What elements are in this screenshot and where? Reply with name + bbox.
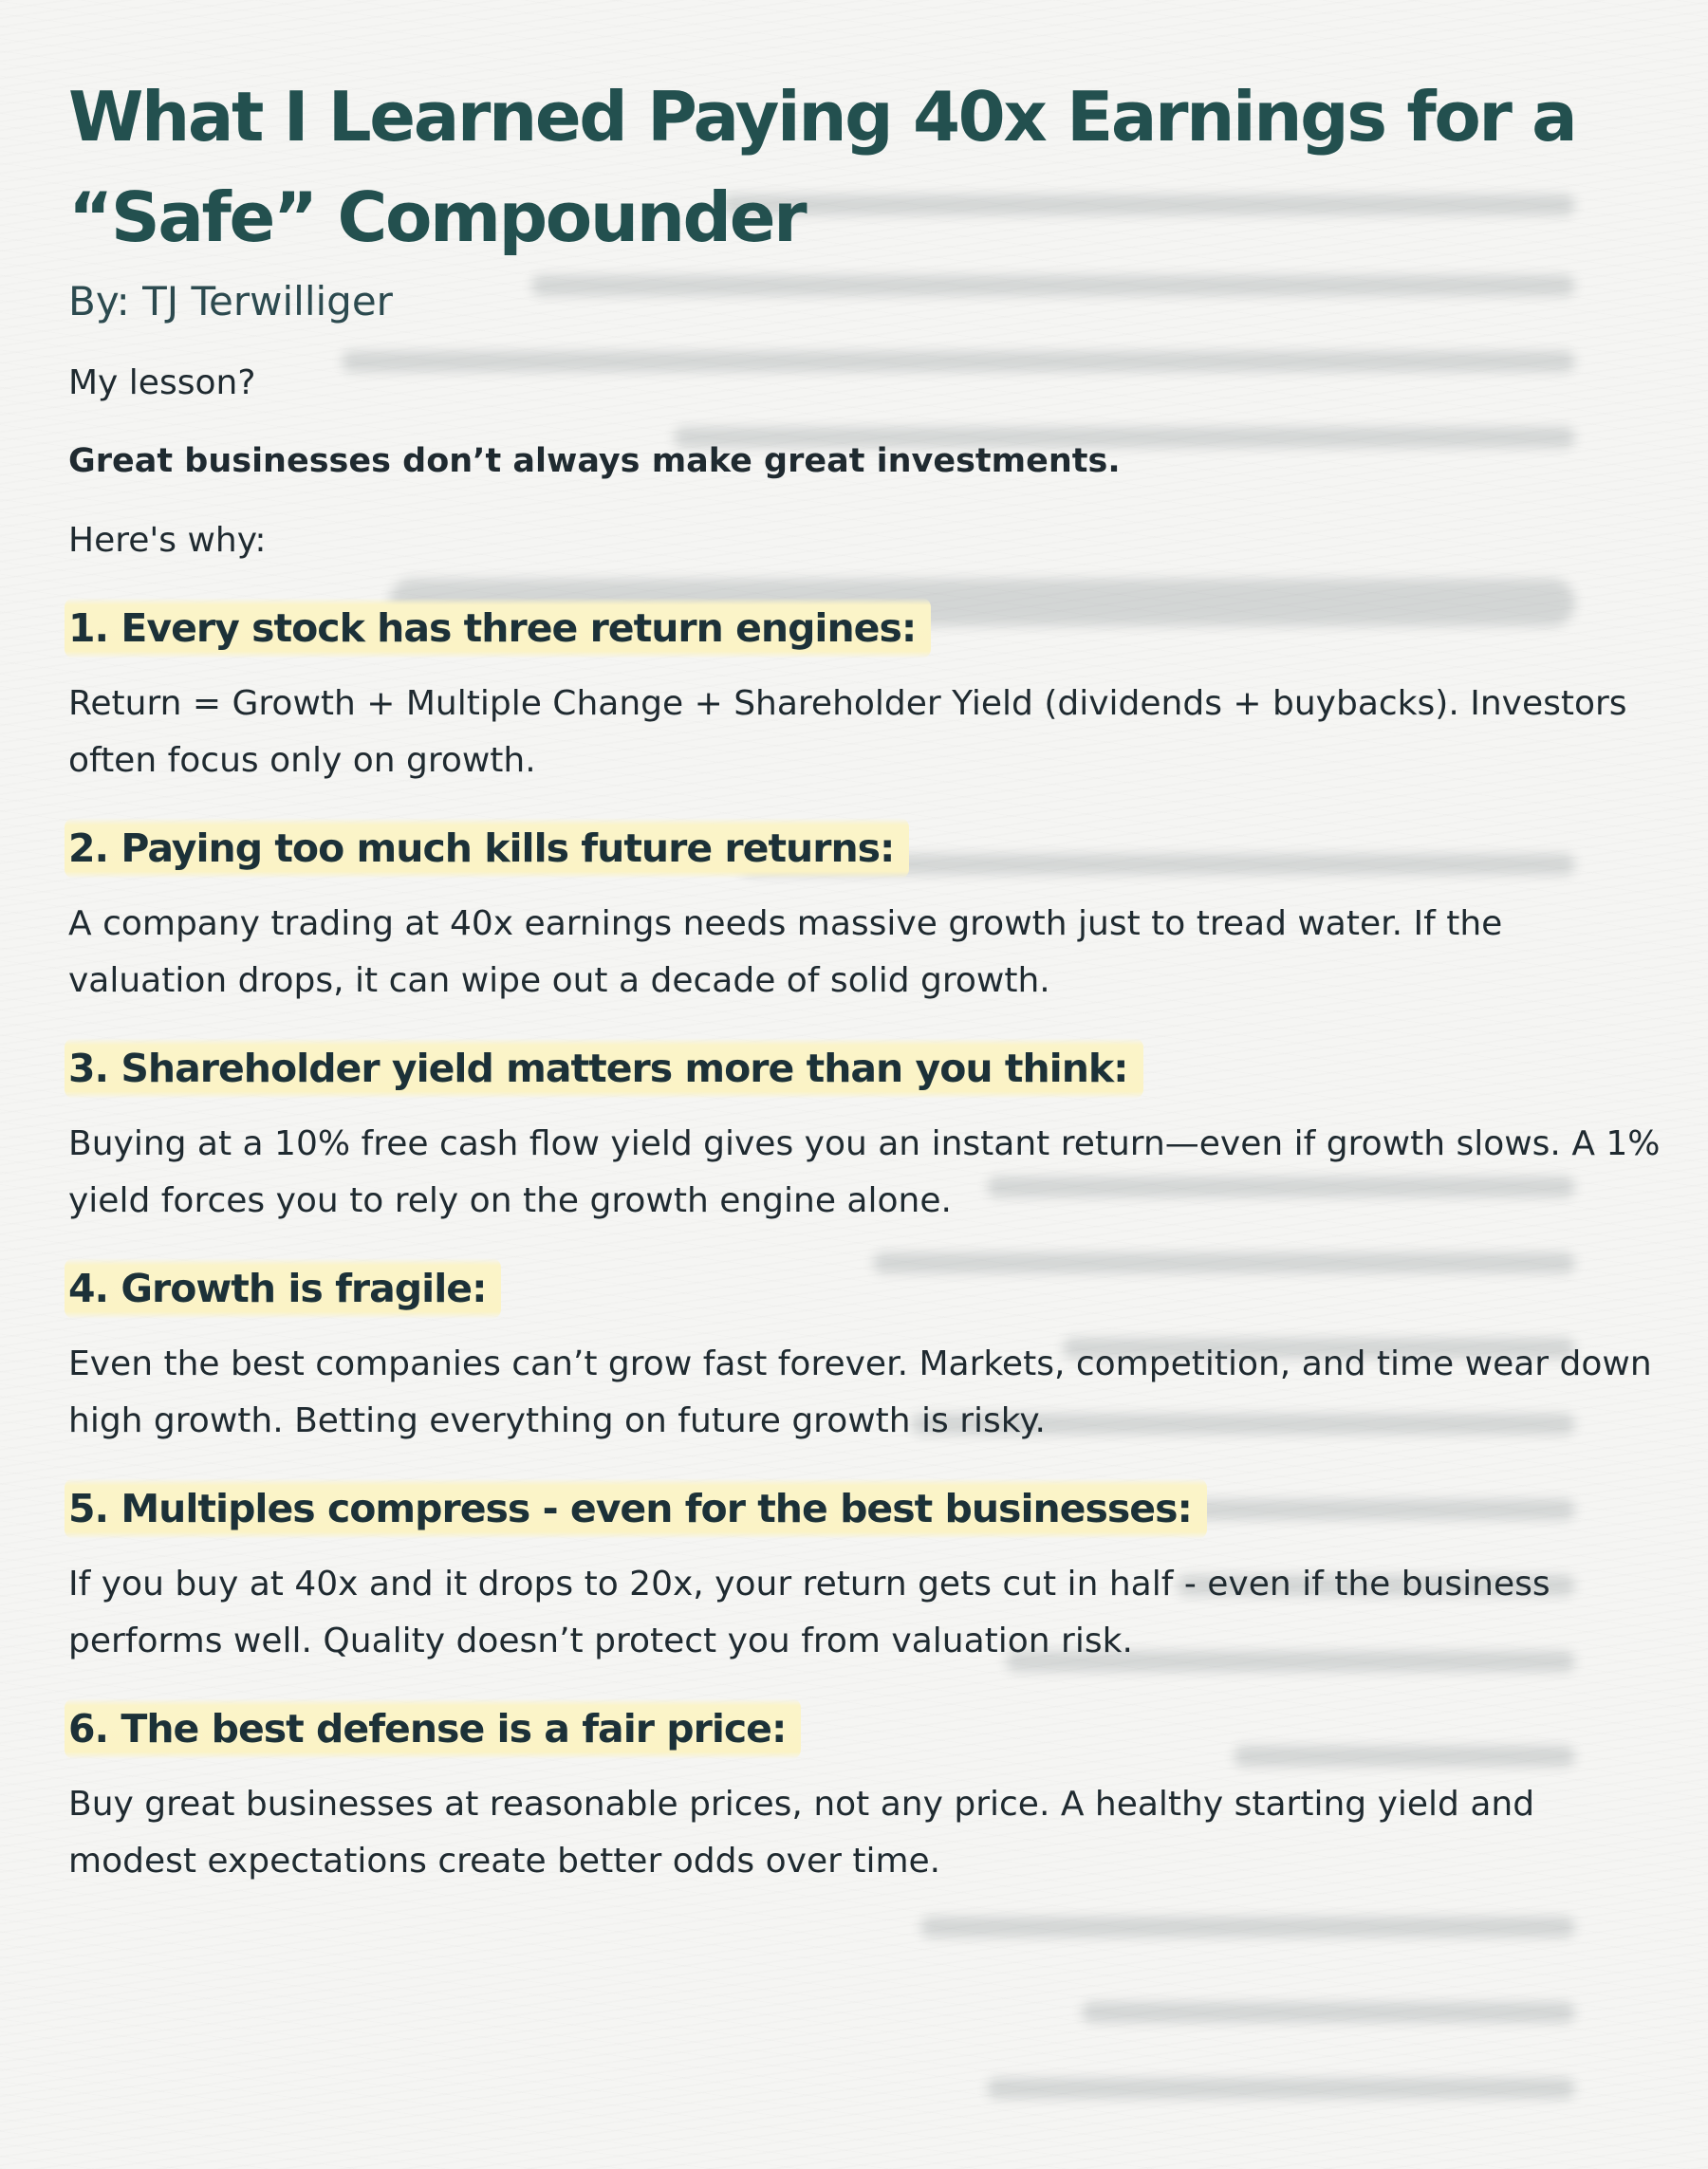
lead-in: Here's why:	[68, 521, 267, 560]
section-body: If you buy at 40x and it drops to 20x, your return gets cut in half - even if the business performs well. Quality doesn’t protect you from valuation risk.	[68, 1565, 1550, 1660]
section-heading: 2. Paying too much kills future returns:	[65, 818, 909, 879]
section-heading: 4. Growth is fragile:	[65, 1258, 501, 1319]
section-1	[68, 598, 1643, 789]
section-heading: 5. Multiples compress - even for the best businesses:	[65, 1478, 1207, 1539]
section-heading: 6. The best defense is a fair price:	[65, 1698, 801, 1759]
section-2	[68, 818, 1643, 1010]
section-3	[68, 1038, 1661, 1230]
article-title: What I Learned Paying 40x Earnings for a “Safe” Compounder	[68, 77, 1576, 257]
lesson-statement: Great businesses don’t always make great investments.	[68, 442, 1121, 480]
section-body: Buying at a 10% free cash flow yield gives you an instant return—even if growth slows. A 1% yield forces you to rely on the growth engine alone.	[68, 1124, 1661, 1220]
section-heading: 1. Every stock has three return engines:	[65, 598, 931, 658]
article-byline: By: TJ Terwilliger	[68, 278, 393, 324]
article	[68, 66, 1661, 1890]
section-body: A company trading at 40x earnings needs massive growth just to tread water. If the valuation drops, it can wipe out a decade of solid growth.	[68, 904, 1503, 1000]
intro-question: My lesson?	[68, 363, 256, 402]
section-body: Return = Growth + Multiple Change + Shareholder Yield (dividends + buybacks). Investors often focus only on growth.	[68, 684, 1627, 780]
section-heading: 3. Shareholder yield matters more than you think:	[65, 1038, 1143, 1099]
section-5	[68, 1478, 1643, 1670]
section-6	[68, 1698, 1643, 1890]
section-body: Buy great businesses at reasonable prices, not any price. A healthy starting yield and modest expectations create better odds over time.	[68, 1785, 1535, 1881]
section-4	[68, 1258, 1652, 1450]
section-body: Even the best companies can’t grow fast forever. Markets, competition, and time wear down high growth. Betting everything on future growth is risky.	[68, 1344, 1652, 1440]
